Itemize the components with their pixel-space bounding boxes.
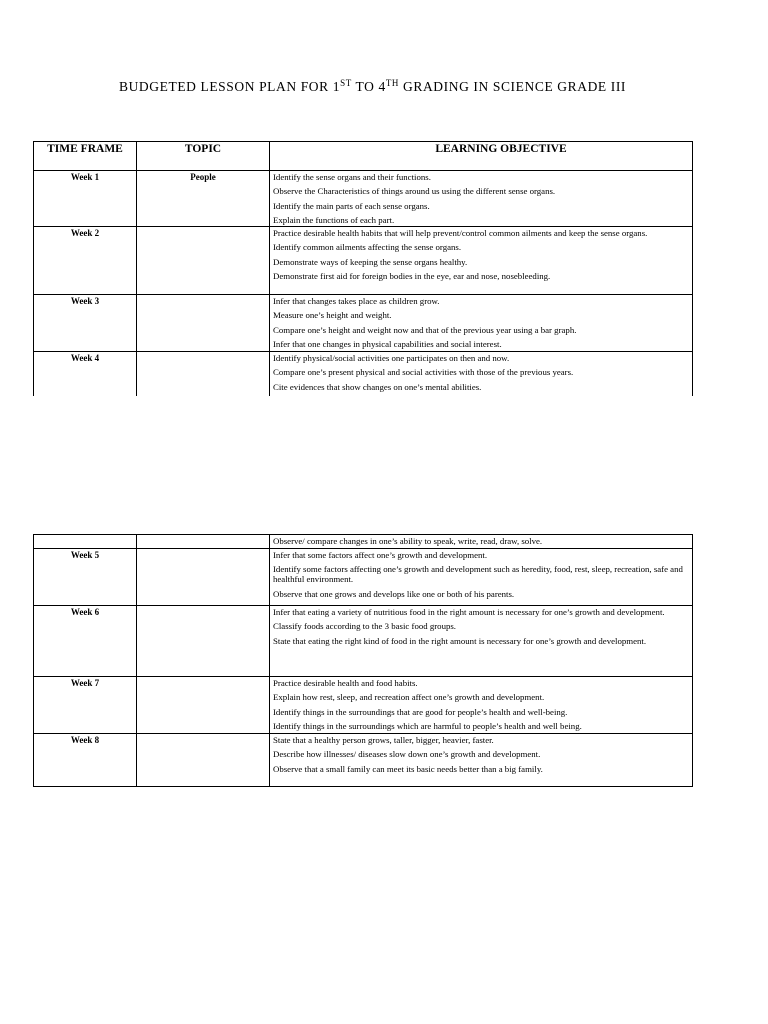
objective-item: Identify things in the surroundings that are good for people’s health and well-being. <box>273 706 568 717</box>
header-time-frame: TIME FRAME <box>34 142 137 171</box>
objective-item: Cite evidences that show changes on one’s mental abilities. <box>273 381 482 392</box>
objectives-cell <box>270 606 693 677</box>
empty-topic-cell <box>137 535 270 549</box>
header-topic: TOPIC <box>137 142 270 171</box>
header-learning-objective: LEARNING OBJECTIVE <box>270 142 693 171</box>
objective-item: Demonstrate first aid for foreign bodies in the eye, ear and nose, nosebleeding. <box>273 270 551 281</box>
lesson-plan-table-page-top <box>33 141 693 396</box>
topic-cell: People <box>137 171 270 227</box>
week-label: Week 3 <box>34 295 137 352</box>
topic-cell <box>137 606 270 677</box>
week-label: Week 5 <box>34 549 137 606</box>
objective-item: Observe/ compare changes in one’s ability to speak, write, read, draw, solve. <box>273 536 543 546</box>
table-header-row <box>34 142 693 171</box>
empty-week-cell <box>34 535 137 549</box>
objective-item: Compare one’s height and weight now and that of the previous year using a bar graph. <box>273 324 577 335</box>
topic-cell <box>137 352 270 396</box>
objective-item: Identify common ailments affecting the sense organs. <box>273 242 462 253</box>
objective-item: State that eating the right kind of food in the right amount is necessary for one’s growth and development. <box>273 635 647 646</box>
objective-item: Infer that one changes in physical capabilities and social interest. <box>273 338 502 349</box>
topic-cell <box>137 227 270 295</box>
week-label: Week 1 <box>34 171 137 227</box>
week-label: Week 8 <box>34 734 137 787</box>
objective-item: Classify foods according to the 3 basic food groups. <box>273 621 456 632</box>
table-row <box>34 549 693 606</box>
table-row <box>34 677 693 734</box>
week-label: Week 6 <box>34 606 137 677</box>
objective-item: Identify the main parts of each sense organs. <box>273 200 430 211</box>
topic-cell <box>137 734 270 787</box>
objective-item: Observe that one grows and develops like one or both of his parents. <box>273 588 515 599</box>
objectives-cell <box>270 295 693 352</box>
objective-item: Observe the Characteristics of things around us using the different sense organs. <box>273 186 556 197</box>
objective-item: Demonstrate ways of keeping the sense organs healthy. <box>273 256 468 267</box>
objective-item: Compare one’s present physical and social activities with those of the previous years. <box>273 367 574 378</box>
week-label: Week 4 <box>34 352 137 396</box>
table-row <box>34 227 693 295</box>
objectives-cell <box>270 227 693 295</box>
objective-item: Infer that some factors affect one’s growth and development. <box>273 550 488 560</box>
lesson-plan-table-page-continued <box>33 534 693 787</box>
objective-item: Identify the sense organs and their functions. <box>273 172 431 182</box>
objective-item: Identify some factors affecting one’s growth and development such as heredity, food, rest, sleep, recreation, safe and healthful environment. <box>273 564 683 585</box>
table-row <box>34 171 693 227</box>
week-label: Week 7 <box>34 677 137 734</box>
objectives-cell <box>270 549 693 606</box>
week-label: Week 2 <box>34 227 137 295</box>
objectives-cell <box>270 677 693 734</box>
table-row <box>34 734 693 787</box>
objective-item: Infer that eating a variety of nutritious food in the right amount is necessary for one’s growth and development. <box>273 607 665 617</box>
objective-item: Describe how illnesses/ diseases slow down one’s growth and development. <box>273 749 541 760</box>
objective-item: Infer that changes takes place as children grow. <box>273 296 440 306</box>
table-row <box>34 606 693 677</box>
objective-item: Practice desirable health habits that will help prevent/control common ailments and keep the sense organs. <box>273 228 648 238</box>
objective-item: Identify physical/social activities one participates on then and now. <box>273 353 510 363</box>
objectives-cell <box>270 535 693 549</box>
table-row <box>34 295 693 352</box>
objectives-cell <box>270 352 693 396</box>
objective-item: Practice desirable health and food habits. <box>273 678 418 688</box>
objective-item: Explain how rest, sleep, and recreation affect one’s growth and development. <box>273 692 545 703</box>
objective-item: Observe that a small family can meet its basic needs better than a big family. <box>273 763 543 774</box>
topic-cell <box>137 677 270 734</box>
objective-item: Identify things in the surroundings which are harmful to people’s health and well being. <box>273 720 582 731</box>
objective-item: Measure one’s height and weight. <box>273 310 392 321</box>
topic-cell <box>137 549 270 606</box>
document-title: BUDGETED LESSON PLAN FOR 1ST TO 4TH GRADING IN SCIENCE GRADE III <box>118 78 627 94</box>
objectives-cell <box>270 734 693 787</box>
objectives-cell <box>270 171 693 227</box>
topic-cell <box>137 295 270 352</box>
table-row <box>34 352 693 396</box>
table-row <box>34 535 693 549</box>
objective-item: Explain the functions of each part. <box>273 214 395 225</box>
objective-item: State that a healthy person grows, taller, bigger, heavier, faster. <box>273 735 494 745</box>
